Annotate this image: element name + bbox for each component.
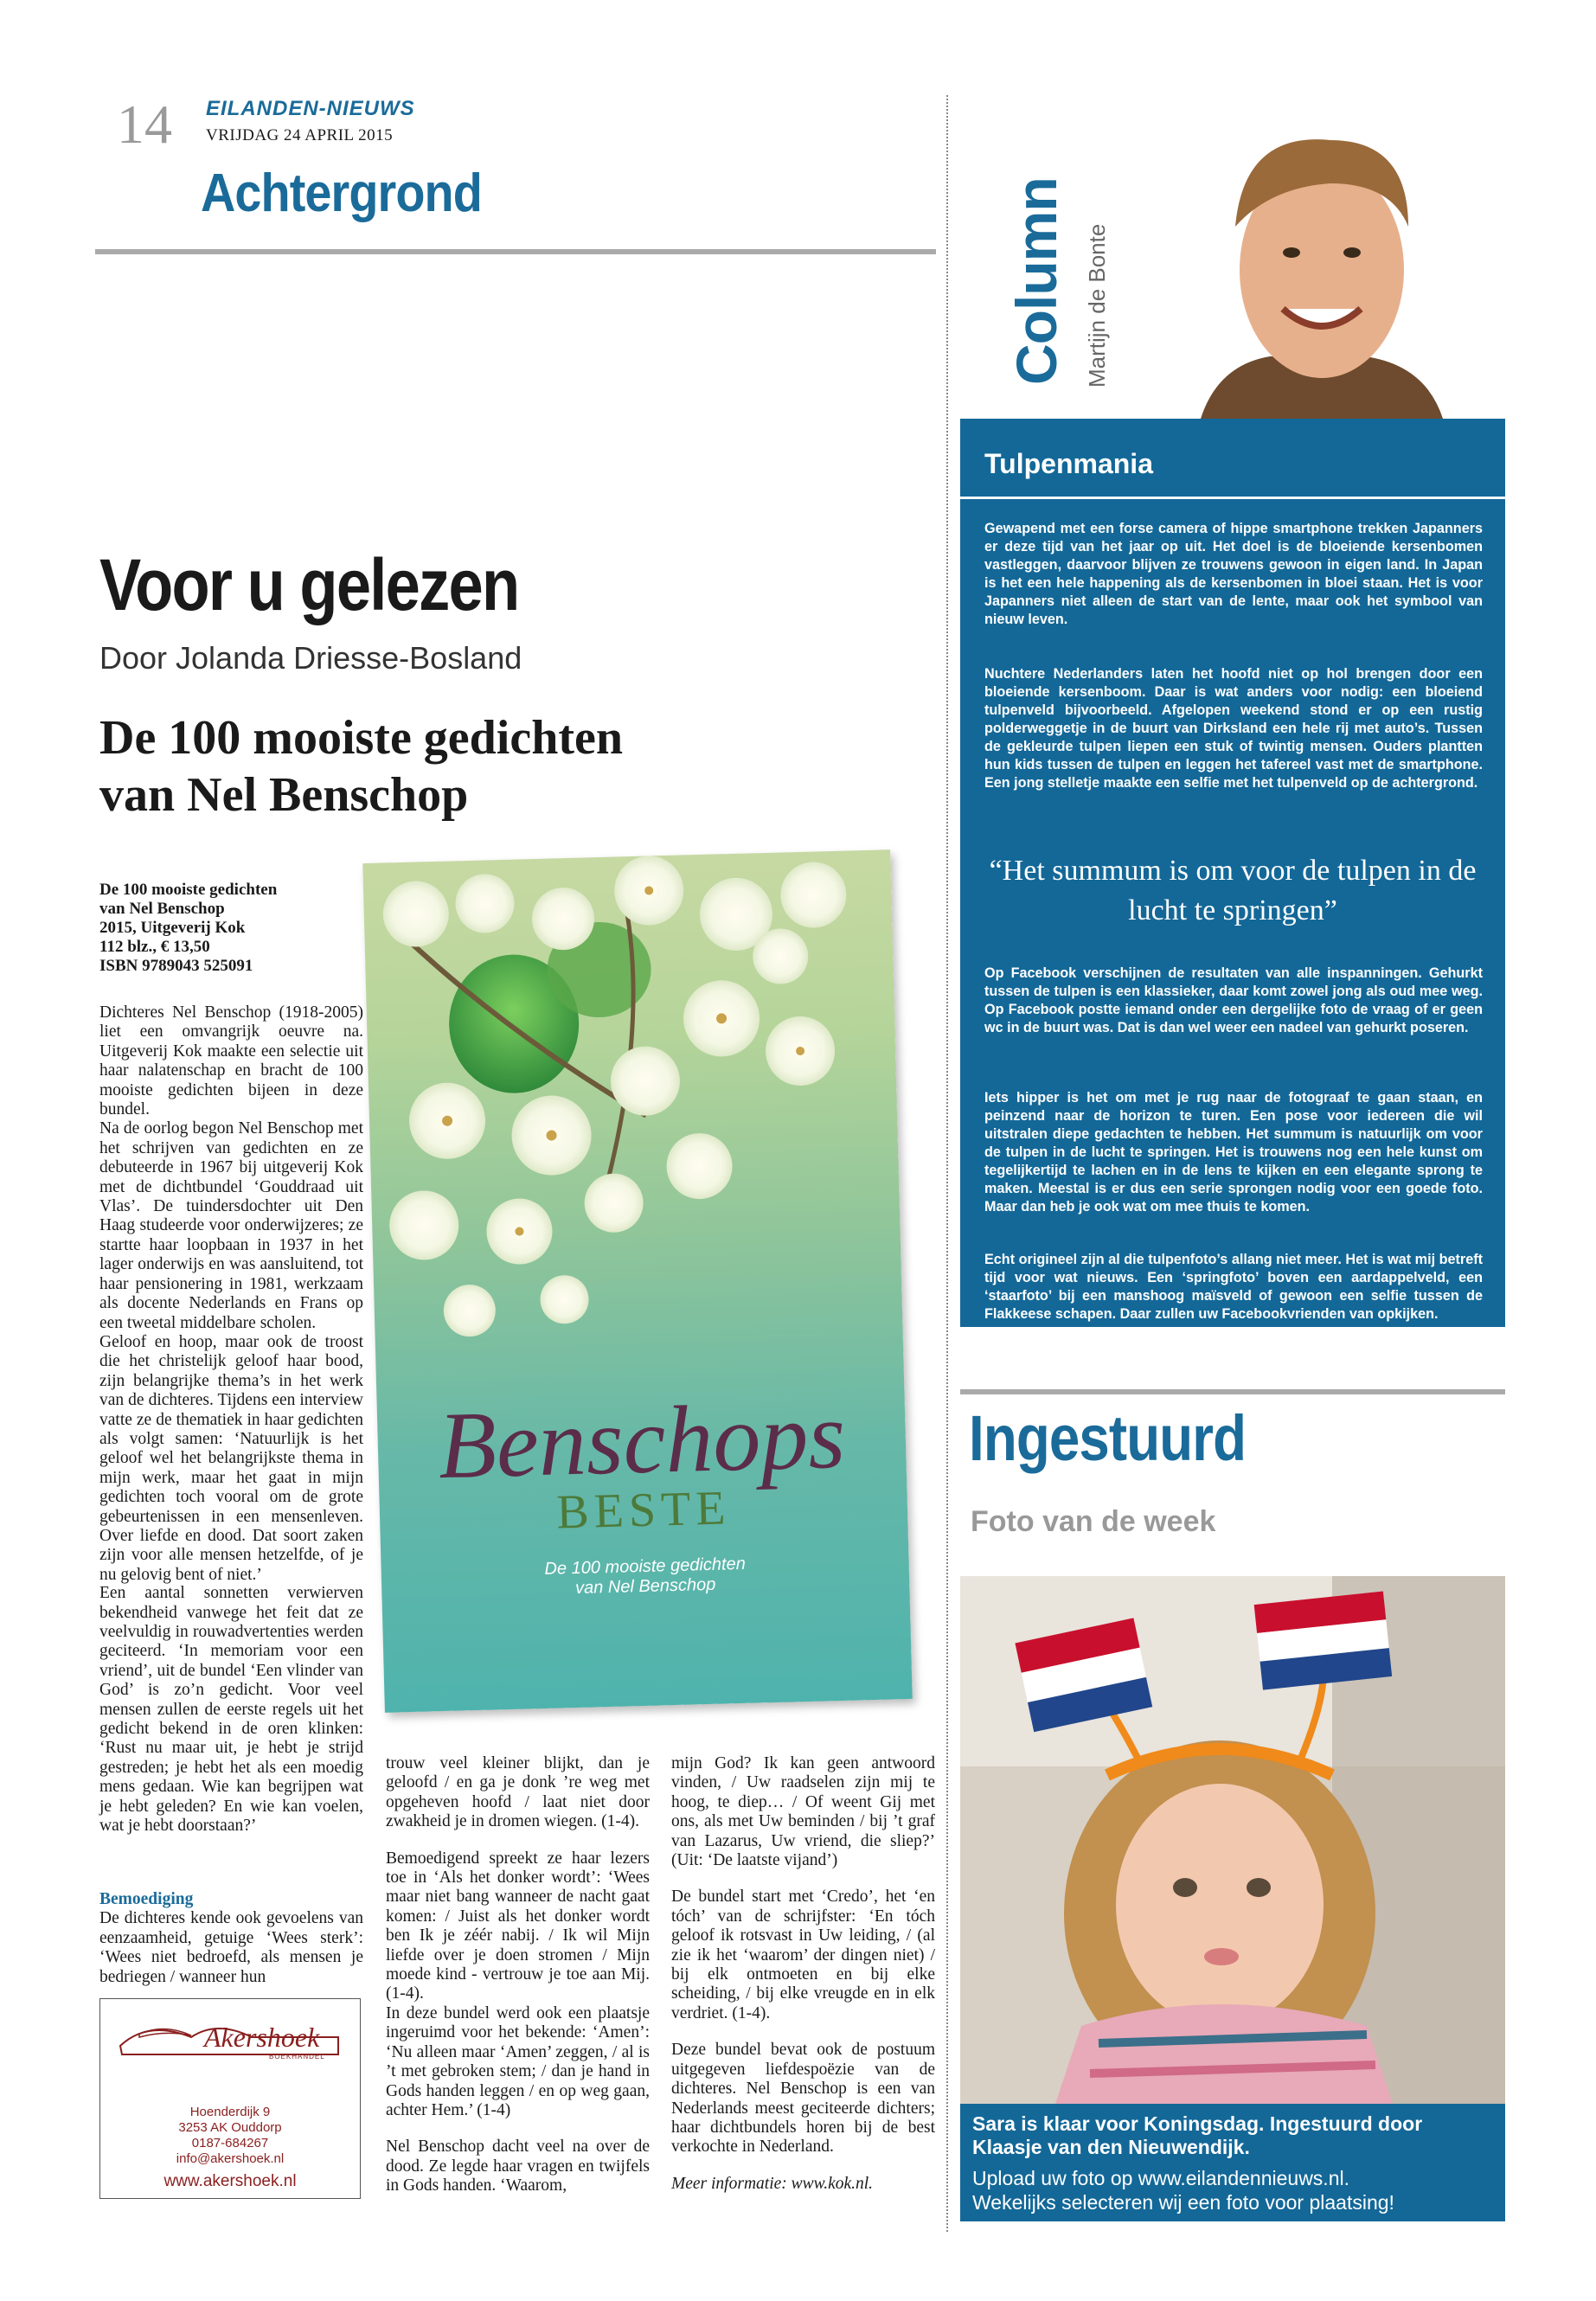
- masthead-logo: EILANDEN-NIEUWS: [206, 97, 415, 120]
- column-paragraph: Echt origineel zijn al die tulpenfoto’s allang niet meer. Het is wat mij betreft tijd voor wat nieuws. Een ‘springfoto’ boven een aardappelveld, een ‘staarfoto’ bij een manshoog maïsveld of gewoon een selfie tussen de Flakkeese schapen. Daar zullen uw Facebookvrienden van opkijken.: [984, 1252, 1483, 1322]
- paragraph: De dichteres kende ook gevoelens van eenzaamheid, getuige ‘Wees sterk’: ‘Wees niet bedroefd, als mensen je bedriegen / wanneer hun: [99, 1909, 363, 1986]
- article-column-1: [99, 1003, 363, 1836]
- paragraph: In deze bundel werd ook een plaatsje ingeruimd voor het bekende: ‘Amen’: ‘Nu alleen maar ‘Amen’ zeggen, / al is ’t met gebroken stem; / dan je hand in Gods handen leggen / en op weg gaan, achter Hem.’ (1-4): [386, 2003, 650, 2119]
- book-title: Benschops: [437, 1381, 847, 1499]
- paragraph: Nel Benschop dacht veel na over de dood. Ze legde haar vragen en twijfels in Gods handen. ‘Waarom,: [386, 2138, 650, 2195]
- caption-text: Sara is klaar voor Koningsdag. Ingestuurd door Klaasje van den Nieuwendijk.: [972, 2112, 1423, 2158]
- child-photo: [960, 1576, 1505, 2104]
- page-number: 14: [117, 93, 172, 155]
- column-divider: [946, 95, 948, 2232]
- column-pull-quote: “Het summum is om voor de tulpen in de lucht te springen”: [989, 855, 1477, 926]
- article-column-3: [671, 1754, 935, 2194]
- book-meta: De 100 mooiste gedichten van Nel Benschop 2015, Uitgeverij Kok 112 blz., € 13,50 ISBN 9789043 525091: [99, 881, 278, 975]
- column-box: [960, 419, 1505, 1327]
- dateline: VRIJDAG 24 APRIL 2015: [206, 126, 394, 144]
- paragraph: Na de oorlog begon Nel Benschop met het schrijven van gedichten en ze debuteerde in 1967 bij uitgeverij Kok met de dichtbundel ‘Gouddraad uit Vlas’. De tuindersdochter uit Den Haag studeerde voor onderwijzeres; ze startte haar loopbaan in 1937 in het lager onderwijs en was aansluitend, tot haar pensionering in 1981, werkzaam als docente Nederlands en Frans op een tweetal middelbare scholen.: [99, 1119, 363, 1332]
- paragraph: Een aantal sonnetten verwierven bekendheid vanwege het feit dat ze veelvuldig in rouwadvertenties werden geciteerd. ‘In memoriam voor een vriend’, uit de bundel ‘Een vlinder van God’ is zo’n gedicht. Voor veel mensen zullen de eerste regels uit het gedicht bekend in de oren klinken: ‘Rust nu maar uit, je hebt je strijd gestreden; je hebt het als een moedig mens gedaan. Wie kan begrijpen wat je hebt geleden? En wie kan voelen, wat je hebt doorstaan?’: [99, 1584, 363, 1836]
- submitted-subheading: Foto van de week: [971, 1505, 1216, 1538]
- akershoek-logo: Akershoek BOEKHANDEL: [113, 2011, 347, 2065]
- article-byline: Door Jolanda Driesse-Bosland: [99, 640, 522, 676]
- book-subtitle: De 100 mooiste gedichten van Nel Benschop: [544, 1554, 747, 1599]
- advert-akershoek[interactable]: Akershoek BOEKHANDEL Hoenderdijk 9 3253 AK Ouddorp 0187-684267 info@akershoek.nl www.akershoek.nl: [99, 1998, 361, 2199]
- column-label: Column: [1004, 177, 1068, 385]
- article-kicker: Voor u gelezen: [99, 544, 519, 625]
- column-paragraph: Iets hipper is het om met je rug naar de fotograaf te gaan staan, en peinzend naar de horizon te turen. Een pose voor iedereen die wil uitstralen diepe gedachten te hebben. Het summum is natuurlijk om voor de tulpen in de lucht te springen. Het is trouwens nog een hele kunst om tegelijkertijd te lachen en in de lens te kijken en een elegante sprong te maken. Meestal is er dus een serie sprongen nodig voor een goede foto. Maar dan heb je ook wat om mee thuis te komen.: [984, 1090, 1483, 1215]
- more-info: Meer informatie: www.kok.nl.: [671, 2174, 874, 2193]
- paragraph: Dichteres Nel Benschop (1918-2005) liet een omvangrijk oeuvre na. Uitgeverij Kok maakte een selectie uit haar nalatenschap en bracht de 100 mooiste gedichten bijeen in deze bundel.: [99, 1003, 363, 1119]
- book-cover-image: [362, 849, 912, 1713]
- photo-caption: [960, 2104, 1505, 2221]
- article-column-2: [386, 1754, 650, 2196]
- book-title-sub: BESTE: [555, 1481, 732, 1540]
- article-title: De 100 mooiste gedichten van Nel Benschop: [99, 711, 624, 822]
- photo-of-the-week: [960, 1576, 1505, 2104]
- advert-website[interactable]: www.akershoek.nl: [163, 2172, 297, 2190]
- section-rule: [95, 249, 936, 254]
- paragraph: Bemoedigend spreekt ze haar lezers toe in ‘Als het donker wordt’: ‘Wees maar niet bang wanneer de nacht gaat komen: / Juist als het donker wordt ben Ik je zéér nabij. / Ik wil Mijn liefde over je doen stromen / Mijn moede kind - vertrouw je toe aan Mij. (1-4).: [386, 1849, 650, 2003]
- submitted-heading: Ingestuurd: [969, 1402, 1247, 1474]
- paragraph: mijn God? Ik kan geen antwoord vinden, / Uw raadselen zijn mij te hoog, te diep… / Of weent Gij met ons, als met Uw beminden / bij ’t graf van Lazarus, Uw vriend, die sliep?’ (Uit: ‘De laatste vijand’): [671, 1754, 935, 1870]
- section-rule-right: [960, 1389, 1505, 1394]
- paragraph: De bundel start met ‘Credo’, het ‘en tóch’ van de schrijfster: ‘En tóch geloof ik rotsvast in Uw leiding, / (al zie ik het ‘waarom’ der dingen niet) / bij elk ontmoeten en bij elke scheiding, / bij elke vreugde en in elk verdriet. (1-4).: [671, 1888, 935, 2022]
- paragraph: Deze bundel bevat ook de postuum uitgegeven liefdespoëzie van de dichteres. Nel Benschop is een van Nederlands meest geciteerde dichters; haar dichtbundels horen bij de best verkochte in Nederland.: [671, 2041, 935, 2157]
- article-column-1b: [99, 1890, 363, 1987]
- column-title: Tulpenmania: [984, 448, 1153, 479]
- subhead: Bemoediging: [99, 1890, 194, 1908]
- upload-text: Upload uw foto op www.eilandennieuws.nl. Wekelijks selecteren wij een foto voor plaatsing!: [972, 2167, 1394, 2214]
- column-paragraph: Nuchtere Nederlanders laten het hoofd niet op hol brengen door een bloeiende kersenboom. Daar is wat anders voor nodig: een bloeiend tulpenveld bijvoorbeeld. Afgelopen weekend stond er op een rustig polderweggetje in de buurt van Dirksland een hele rij met auto’s. Tussen de gekleurde tulpen liepen een stuk of twintig mensen. Ouders plantten hun kids tussen de tulpen en leggen het tafereel vast met de smartphone. Een jong stelletje maakte een selfie met het tulpenveld op de achtergrond.: [984, 666, 1483, 791]
- column-box-rule: [960, 497, 1505, 499]
- section-title: Achtergrond: [201, 163, 482, 223]
- column-author: Martijn de Bonte: [1084, 223, 1110, 388]
- column-paragraph: Op Facebook verschijnen de resultaten van alle inspanningen. Gehurkt tussen de tulpen is een klassieker, daar komt zowel jong als oud mee weg. Op Facebook postte iemand onder een dergelijke foto de vraag of er geen wc in de buurt was. Dat is dan wel weer een nadeel van gehurkt poseren.: [984, 965, 1483, 1035]
- column-paragraph: Gewapend met een forse camera of hippe smartphone trekken Japanners er deze tijd van het jaar op uit. Het doel is de bloeiende kersenbomen vastleggen, daarvoor blijven ze trouwens gewoon in eigen land. In Japan is het een hele happening als de kersenbomen in bloei staan. Het is voor Japanners niet alleen de start van de lente, maar ook het symbool van nieuw leven.: [984, 521, 1483, 627]
- paragraph: Geloof en hoop, maar ook de troost die het christelijk geloof haar bood, zijn belangrijke thema’s in het werk van de dichteres. Tijdens een interview vatte ze de thematiek in haar gedichten als volgt samen: ‘Natuurlijk is het geloof wel het belangrijkste thema in mijn werk, maar het gaat in mijn gedichten toch vooral om de grote gebeurtenissen in een mensenleven. Over liefde en dood. Dat soort zaken zijn voor alle mensen hetzelfde, of je nu gelovig bent of niet.’: [99, 1332, 363, 1584]
- paragraph: trouw veel kleiner blijkt, dan je geloofd / en ga je donk ’re weg met opgeheven hoofd / laat niet door zwakheid je in dromen wiegen. (1-4).: [386, 1754, 650, 1831]
